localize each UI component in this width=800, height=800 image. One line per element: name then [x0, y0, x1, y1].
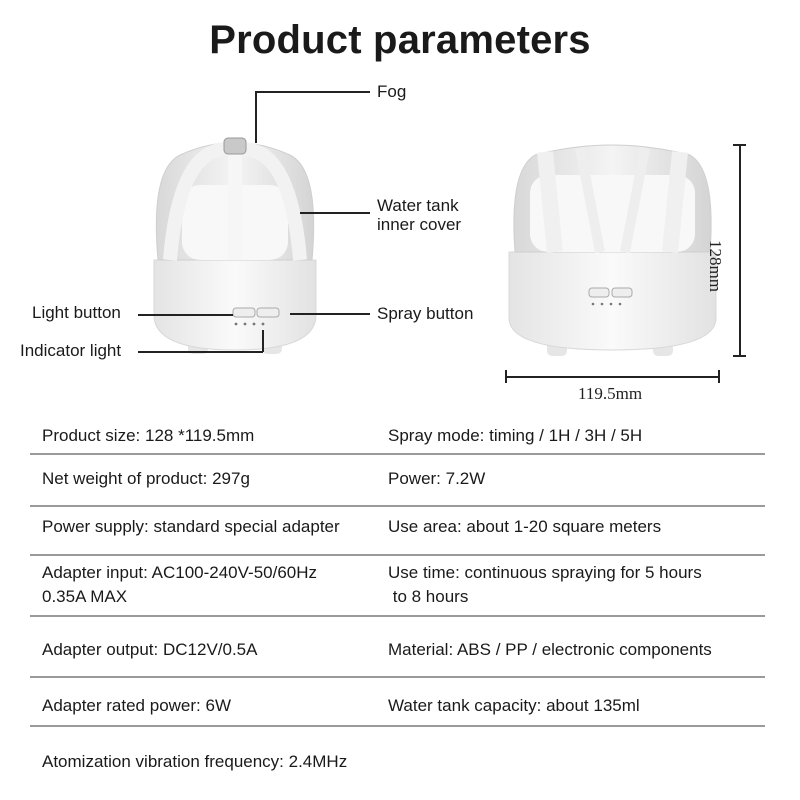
diffuser-front-image	[140, 110, 330, 365]
page-title: Product parameters	[209, 18, 591, 62]
water-tank-label-2: inner cover	[377, 215, 462, 234]
water-tank-callout-line	[300, 212, 370, 214]
spec-use-time-1: Use time: continuous spraying for 5 hours	[388, 563, 702, 582]
spec-table	[30, 413, 765, 782]
indicator-light-label: Indicator light	[20, 341, 122, 360]
width-dimension-label: 119.5mm	[578, 384, 643, 403]
indicator-callout-rise	[262, 330, 264, 352]
light-button-callout-line	[138, 314, 233, 316]
spec-net-weight: Net weight of product: 297g	[42, 469, 250, 488]
spec-row	[30, 455, 765, 507]
spec-material: Material: ABS / PP / electronic components	[388, 640, 712, 659]
spec-water-tank-capacity: Water tank capacity: about 135ml	[388, 696, 640, 715]
width-dimension-cap-right	[718, 370, 720, 383]
light-button-label: Light button	[32, 303, 121, 322]
spec-row	[30, 413, 765, 455]
spec-power: Power: 7.2W	[388, 469, 486, 488]
spec-row	[30, 556, 765, 617]
indicator-callout-line	[138, 351, 263, 353]
spec-product-size: Product size: 128 *119.5mm	[42, 426, 255, 445]
width-dimension-cap-left	[505, 370, 507, 383]
height-dimension-cap-bottom	[733, 355, 746, 357]
spray-button-callout-line	[290, 313, 370, 315]
fog-label: Fog	[377, 82, 407, 101]
diffuser-side-image	[505, 140, 720, 365]
spec-use-area: Use area: about 1-20 square meters	[388, 517, 662, 536]
spec-row	[30, 617, 765, 678]
fog-callout-line	[255, 91, 370, 93]
height-dimension-cap-top	[733, 144, 746, 146]
spec-spray-mode: Spray mode: timing / 1H / 3H / 5H	[388, 426, 643, 445]
spec-atomization-frequency: Atomization vibration frequency: 2.4MHz	[42, 752, 348, 771]
spray-button-label: Spray button	[377, 304, 474, 323]
spec-adapter-rated-power: Adapter rated power: 6W	[42, 696, 231, 715]
width-dimension-line	[505, 376, 719, 378]
spec-power-supply: Power supply: standard special adapter	[42, 517, 340, 536]
spec-row	[30, 678, 765, 727]
spec-row	[30, 507, 765, 556]
fog-callout-drop	[255, 91, 257, 143]
height-dimension-line	[739, 144, 741, 356]
spec-adapter-input-2: 0.35A MAX	[42, 587, 128, 606]
height-dimension-label: 128mm	[706, 240, 725, 292]
spec-use-time-2: to 8 hours	[388, 587, 469, 606]
water-tank-label-1: Water tank	[377, 196, 459, 215]
spec-adapter-output: Adapter output: DC12V/0.5A	[42, 640, 258, 659]
spec-row	[30, 727, 765, 782]
spec-adapter-input-1: Adapter input: AC100-240V-50/60Hz	[42, 563, 318, 582]
